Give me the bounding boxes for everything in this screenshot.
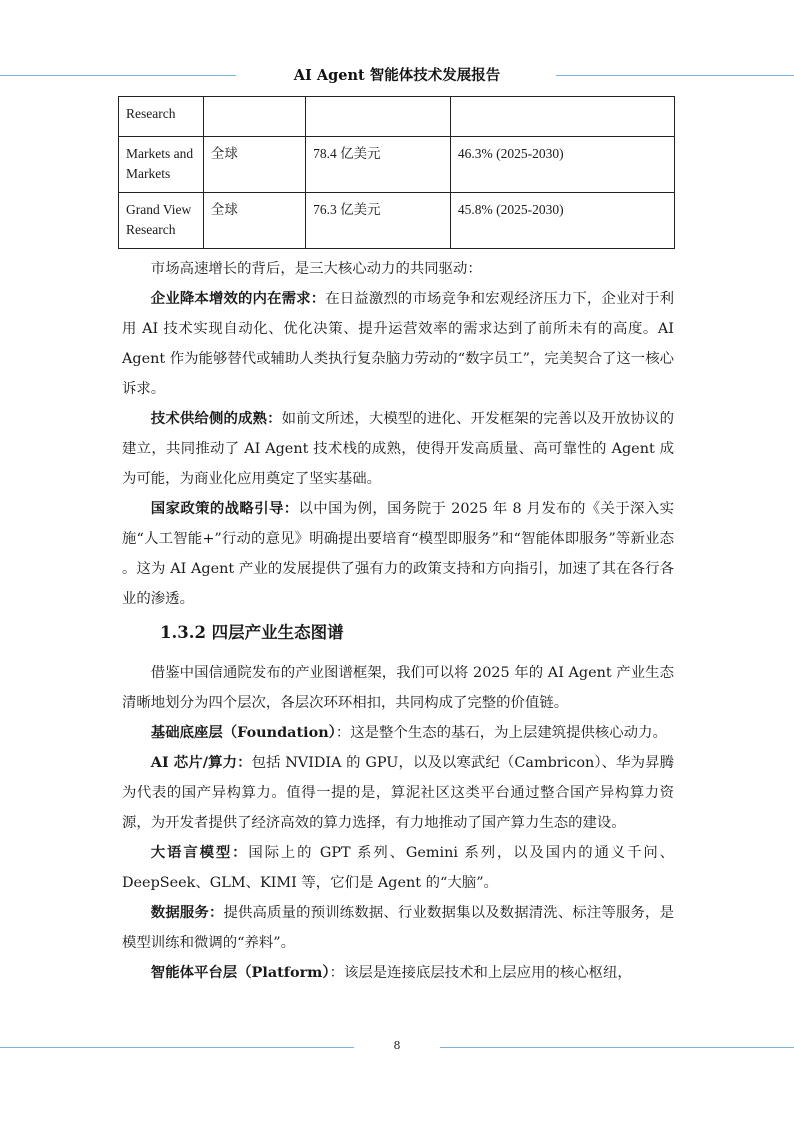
paragraph-internal-demand xyxy=(122,284,674,404)
table-cell: 全球 xyxy=(203,137,305,193)
market-size-table xyxy=(118,96,675,249)
paragraph-text: 在日益激烈的市场竞争和宏观经济压力下，企业对于利用 AI 技术实现自动化、优化决策、提升运营效率的需求达到了前所未有的高度。AI Agent 作为能够替代或辅助人类执行复杂脑力劳动的“数字员工”，完美契合了这一核心诉求。 xyxy=(122,291,674,397)
table-cell xyxy=(306,97,451,137)
intro-paragraph: 市场高速增长的背后，是三大核心动力的共同驱动： xyxy=(150,261,482,277)
paragraph-label: 国家政策的战略引导： xyxy=(150,500,299,517)
table-cell xyxy=(203,97,305,137)
paragraph-label: 企业降本增效的内在需求： xyxy=(150,290,326,307)
body-content xyxy=(122,254,674,988)
header-title: AI Agent 智能体技术发展报告 xyxy=(293,67,501,84)
table-cell: 46.3% (2025-2030) xyxy=(450,137,674,193)
paragraph-label: 技术供给侧的成熟： xyxy=(150,410,282,427)
paragraph-ecosystem-intro: 借鉴中国信通院发布的产业图谱框架，我们可以将 2025 年的 AI Agent 产业生态清晰地划分为四个层次，各层次环环相扣，共同构成了完整的价值链。 xyxy=(122,665,674,711)
section-heading: 1.3.2 四层产业生态图谱 xyxy=(160,623,344,642)
paragraph-data-services xyxy=(122,898,674,958)
page-number: 8 xyxy=(393,1039,401,1052)
paragraph-text: 如前文所述，大模型的进化、开发框架的完善以及开放协议的建立，共同推动了 AI Agent 技术栈的成熟，使得开发高质量、高可靠性的 Agent 成为可能，为商业化应用奠定了坚实基础。 xyxy=(122,411,674,487)
table-cell: Markets and Markets xyxy=(119,137,204,193)
table-cell: 全球 xyxy=(203,193,305,249)
paragraph-tech-supply xyxy=(122,404,674,494)
table-cell: Grand View Research xyxy=(119,193,204,249)
paragraph-label: 大语言模型： xyxy=(150,844,249,861)
table-row xyxy=(119,137,675,193)
paragraph-platform xyxy=(122,958,674,988)
paragraph-text: 国际上的 GPT 系列、Gemini 系列，以及国内的通义千问、DeepSeek、GLM、KIMI 等，它们是 Agent 的“大脑”。 xyxy=(122,845,674,891)
paragraph-ai-chips xyxy=(122,748,674,838)
table-cell: 45.8% (2025-2030) xyxy=(450,193,674,249)
paragraph-text: ：这是整个生态的基石，为上层建筑提供核心动力。 xyxy=(335,725,667,741)
table-cell: 76.3 亿美元 xyxy=(306,193,451,249)
paragraph-label: AI 芯片/算力： xyxy=(150,754,252,771)
table-row xyxy=(119,193,675,249)
table-row xyxy=(119,97,675,137)
paragraph-foundation xyxy=(122,718,674,748)
paragraph-label: 智能体平台层（Platform） xyxy=(150,964,330,981)
paragraph-text: 以中国为例，国务院于 2025 年 8 月发布的《关于深入实施“人工智能+”行动的意见》明确提出要培育“模型即服务”和“智能体即服务”等新业态 。这为 AI Agent 产业的发展提供了强有力的政策支持和方向指引，加速了其在各行各业的渗透。 xyxy=(122,501,674,607)
paragraph-llm xyxy=(122,838,674,898)
paragraph-label: 数据服务： xyxy=(150,904,224,921)
table-cell xyxy=(450,97,674,137)
paragraph-label: 基础底座层（Foundation） xyxy=(150,724,336,741)
paragraph-policy xyxy=(122,494,674,614)
paragraph-text: 包括 NVIDIA 的 GPU，以及以寒武纪（Cambricon）、华为昇腾为代表的国产异构算力。值得一提的是，算泥社区这类平台通过整合国产异构算力资源，为开发者提供了经济高效的算力选择，有力地推动了国产算力生态的建设。 xyxy=(122,755,674,831)
paragraph-text: ：该层是连接底层技术和上层应用的核心枢纽， xyxy=(329,965,632,981)
table-cell: Research xyxy=(119,97,204,137)
table-cell: 78.4 亿美元 xyxy=(306,137,451,193)
paragraph-text: 提供高质量的预训练数据、行业数据集以及数据清洗、标注等服务，是模型训练和微调的“养料”。 xyxy=(122,905,674,951)
